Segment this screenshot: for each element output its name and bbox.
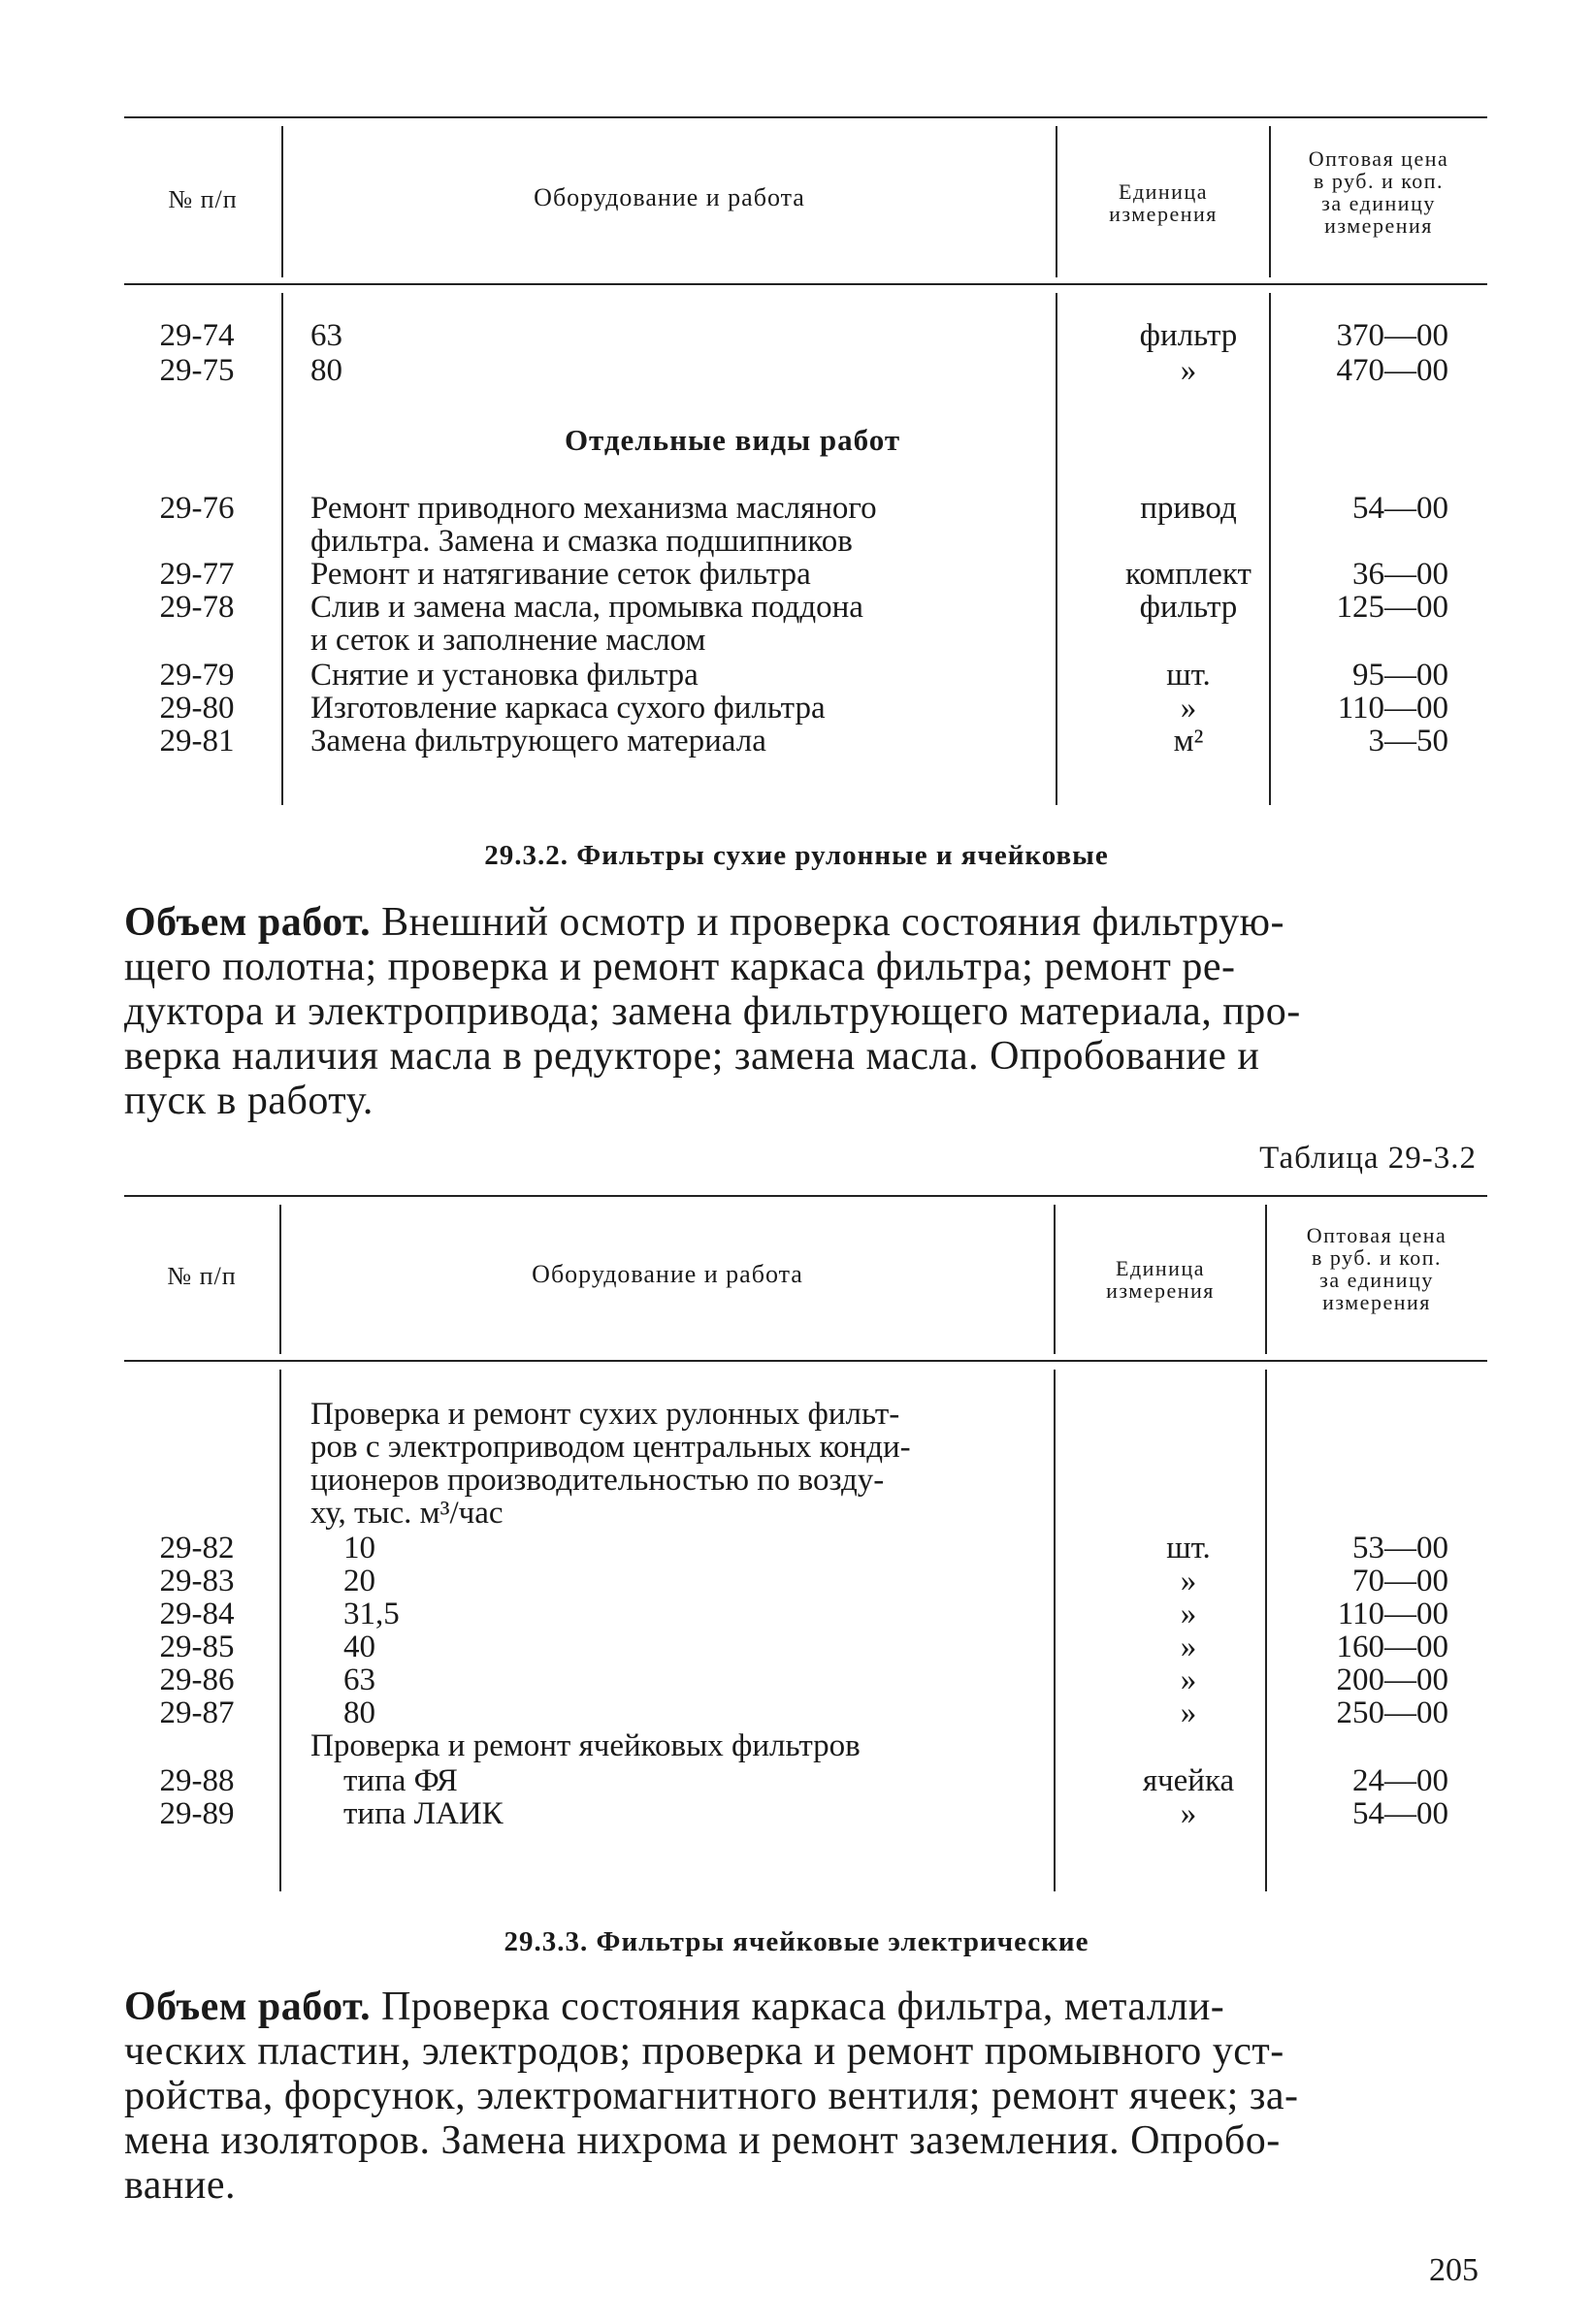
table-caption: Таблица 29-3.2 [1259,1141,1477,1176]
header-price: Оптовая цена в руб. и коп. за единицу измерения [1308,146,1449,238]
col-divider [279,1370,281,1891]
section-paragraph: Объем работ. Внешний осмотр и проверка состояния фильтрую- щего полотна; проверка и ремонт каркаса фильтра; ремонт ре- дуктора и электропривода; замена фильтрующего материала, про- верка наличия масла в редукторе; замена масла. Опробование и пуск в работу. [124,900,1301,1123]
table-top-rule [124,1195,1487,1197]
paragraph-lead: Объем работ. [124,1985,372,2029]
header-unit: Единица измерения [1109,179,1218,226]
section-title: 29.3.2. Фильтры сухие рулонные и ячейковые [484,840,1109,871]
header-price: Оптовая цена в руб. и коп. за единицу измерения [1306,1223,1447,1314]
price-table-1: № п/п Оборудование и работа Единица измерения Оптовая цена в руб. и коп. за единицу измерения 29-74 63 фильтр 370—00 29-75 80 » 470—00 Отдельные виды работ 29-76 Ремонт приводного механизма масляного привод 54—00 фильтра. Замена и смазка подшипников 29-77 Ремонт и натягивание сеток фильтра комплект 36—00 29-78 Слив и замена масла, промывка поддона фильтр 125—00 и сеток и заполнение маслом 29-79 Снятие и установка фильтра шт. 95—00 29-80 Изготовление каркаса сухого фильтра » 110—00 29-81 Замена фильтрующего материала м² 3—50 [124,116,1487,807]
col-divider [281,293,283,805]
header-num: № п/п [168,185,238,213]
table-header-rule [124,283,1487,285]
price-table-2: № п/п Оборудование и работа Единица измерения Оптовая цена в руб. и коп. за единицу измерения Проверка и ремонт сухих рулонных фильт- ров с электроприводом центральных конди- ционеров производительностью по возду- ху, тыс. м³/час 29-82 10 шт. 53—00 29-83 20 » 70—00 29-84 31,5 » 110—00 29-85 40 » 160—00 29-86 63 » 200—00 29-87 80 » 250—00 Проверка и ремонт ячейковых фильтров 29-88 типа ФЯ ячейка 24—00 29-89 типа ЛАИК » 54—00 [124,1195,1487,1893]
table-header-rule [124,1360,1487,1362]
section-title: 29.3.3. Фильтры ячейковые электрические [504,1926,1089,1957]
table-top-rule [124,116,1487,118]
header-num: № п/п [167,1262,237,1290]
subheading-separate-works: Отдельные виды работ [564,423,901,457]
header-work: Оборудование и работа [534,183,805,211]
page-number: 205 [1429,2252,1479,2288]
section-paragraph: Объем работ. Проверка состояния каркаса фильтра, металли- ческих пластин, электродов; проверка и ремонт промывного уст- ройства, форсунок, электромагнитного вентиля; ремонт ячеек; за- мена изоляторов. Замена нихрома и ремонт заземления. Опробо- вание. [124,1985,1299,2208]
paragraph-lead: Объем работ. [124,900,372,945]
header-work: Оборудование и работа [532,1260,803,1288]
header-unit: Единица измерения [1106,1256,1215,1303]
